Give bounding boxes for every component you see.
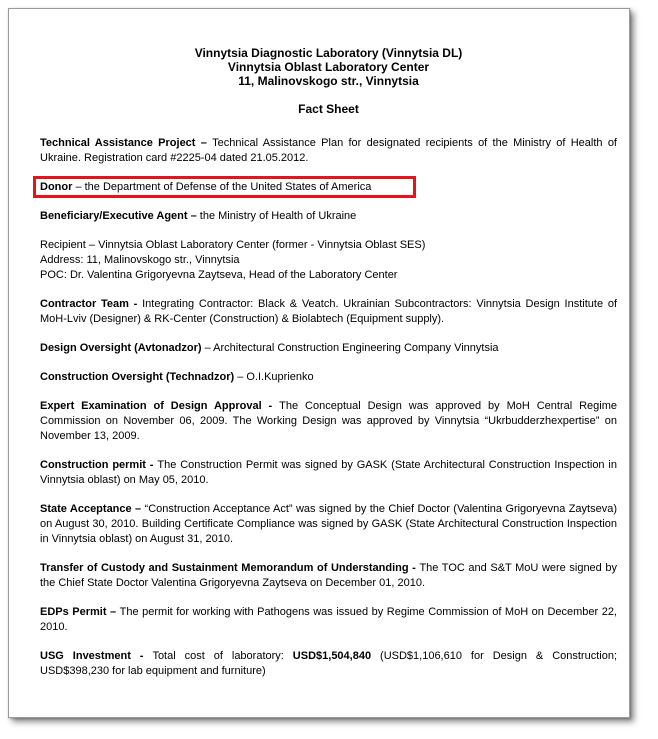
paragraph-expert-examination-of-design-approval (40, 399, 617, 444)
run-bold: EDPs Permit – (40, 606, 120, 618)
document-page (8, 8, 630, 718)
run-text: (USD$1,106,610 for Design & Construction; USD$398,230 for lab equipment and furniture) (40, 650, 617, 677)
paragraph-construction-oversight (40, 370, 617, 385)
run-text: Address: 11, Malinovskogo str., Vinnytsia (40, 254, 240, 266)
document-title: Fact Sheet (298, 102, 359, 116)
run-bold: Transfer of Custody and Sustainment Memorandum of Understanding - (40, 562, 420, 574)
run-bold: USD$1,504,840 (292, 650, 372, 662)
paragraph-state-acceptance (40, 502, 617, 547)
run-bold: Construction Oversight (Technadzor) (40, 371, 235, 383)
paragraph-design-oversight (40, 341, 617, 356)
run-bold: Beneficiary/Executive Agent – (40, 210, 200, 222)
document-header (40, 46, 617, 88)
paragraph-contractor-team (40, 297, 617, 327)
run-text: The Conceptual Design was approved by MoH Central Regime Commission on November 06, 2009. The Working Design was approved by Vinnytsia “Ukrbudderzhexpertise” on November 13, 2009. (40, 400, 617, 442)
run-bold: Design Oversight (Avtonadzor) (40, 342, 202, 354)
run-text: “Construction Acceptance Act” was signed by the Chief Doctor (Valentina Grigoryevna Zaytseva) on August 30, 2010. Building Certificate Compliance was signed by GASK (State Architectural Construction Inspection in Vinnytsia oblast) on August 31, 2010. (40, 503, 617, 545)
run-bold: Contractor Team - (40, 298, 143, 310)
run-text: The TOC and S&T MoU were signed by the Chief State Doctor Valentina Grigoryevna Zaytseva on December 01, 2010. (40, 562, 618, 589)
paragraph-usg-investment (40, 649, 617, 679)
paragraph-recipient (40, 238, 617, 283)
run-text: the Ministry of Health of Ukraine (199, 210, 357, 222)
header-line-1: Vinnytsia Diagnostic Laboratory (Vinnytsia DL) (194, 46, 463, 60)
run-bold: State Acceptance – (40, 503, 145, 515)
paragraph-transfer-of-custody (40, 561, 617, 591)
header-line-3: 11, Malinovskogo str., Vinnytsia (238, 74, 419, 88)
run-text: The permit for working with Pathogens was issued by Regime Commission of MoH on December 22, 2010. (40, 606, 617, 633)
paragraph-beneficiary-executive-agent (40, 209, 617, 224)
run-bold: Donor (40, 181, 73, 193)
run-text: Recipient – Vinnytsia Oblast Laboratory Center (former - Vinnytsia Oblast SES) (40, 239, 426, 251)
run-text: The Construction Permit was signed by GASK (State Architectural Construction Inspection in Vinnytsia oblast) on May 05, 2010. (40, 459, 617, 486)
run-text: Integrating Contractor: Black & Veatch. Ukrainian Subcontractors: Vinnytsia Design Institute of MoH-Lviv (Designer) & RK-Center (Construction) & Biolabtech (Equipment supply). (40, 298, 617, 325)
run-text: – the Department of Defense of the United States of America (72, 181, 372, 193)
run-bold: Technical Assistance Project – (40, 137, 213, 149)
run-text: Technical Assistance Plan for designated recipients of the Ministry of Health of Ukraine. Registration card #2225-04 dated 21.05.2012. (40, 137, 617, 164)
header-line-2: Vinnytsia Oblast Laboratory Center (227, 60, 430, 74)
paragraph-technical-assistance-project (40, 136, 617, 166)
run-text: – Architectural Construction Engineering Company Vinnytsia (201, 342, 499, 354)
run-bold: Construction permit - (40, 459, 158, 471)
run-text: POC: Dr. Valentina Grigoryevna Zaytseva, Head of the Laboratory Center (40, 269, 398, 281)
document-body (40, 136, 617, 679)
run-bold: USG Investment - (40, 650, 153, 662)
paragraph-edps-permit (40, 605, 617, 635)
run-bold: Expert Examination of Design Approval - (40, 400, 280, 412)
run-text: – O.I.Kuprienko (234, 371, 314, 383)
paragraph-construction-permit (40, 458, 617, 488)
paragraph-donor (40, 180, 617, 195)
run-text: Total cost of laboratory: (152, 650, 293, 662)
